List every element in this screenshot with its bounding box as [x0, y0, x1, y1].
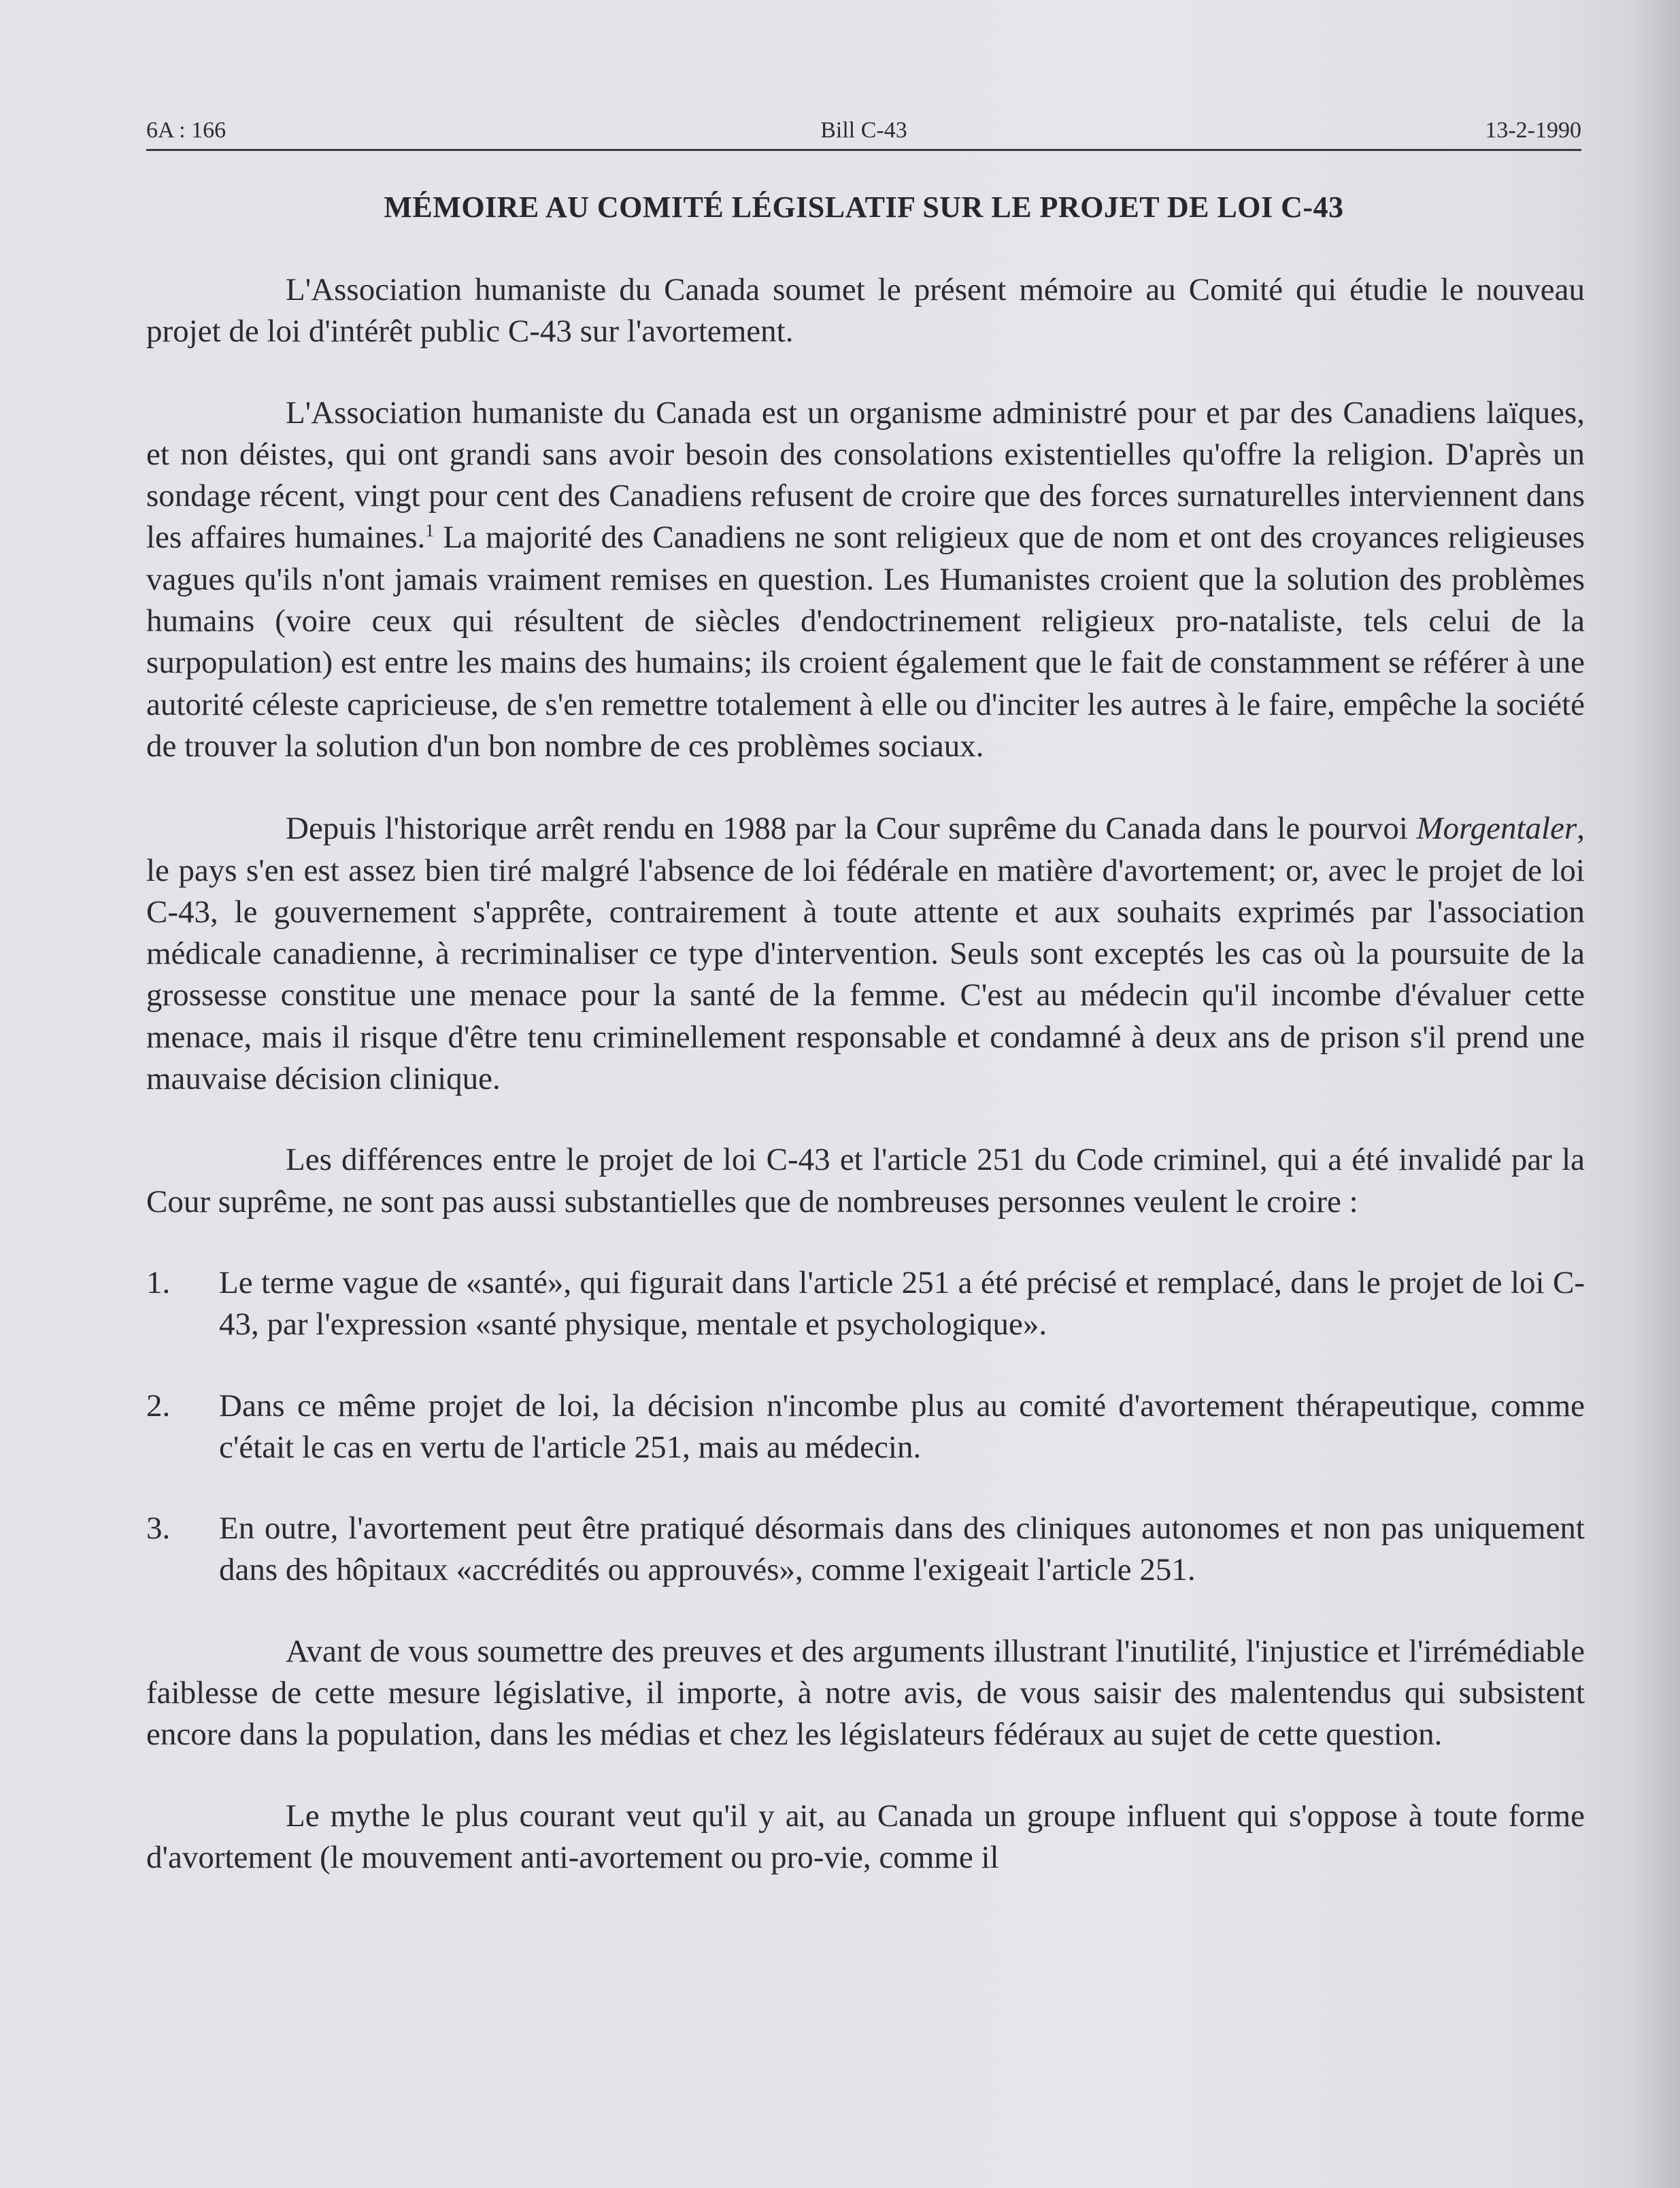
list-item	[146, 1508, 1585, 1592]
list-item-text: Dans ce même projet de loi, la décision n'incombe plus au comité d'avortement thérapeutique, comme c'était le cas en vertu de l'article 251, mais au médecin.	[219, 1387, 1585, 1465]
case-name: Morgentaler	[1416, 811, 1577, 847]
footnote-marker: 1	[425, 520, 435, 541]
paragraph-4: Les différences entre le projet de loi C-43 et l'article 251 du Code criminel, qui a été invalidé par la Cour suprême, ne sont pas aussi substantielles que de nombreuses personnes veulent le croire :	[146, 1142, 1585, 1219]
paragraph-2-text-a: L'Association humaniste du Canada est un organisme administré pour et par des Canadiens laïques, et non déistes, qui ont grandi sans avoir besoin des consolations existentielles qu'offre la religion. D'après un sondage récent, vingt pour cent des Canadiens refusent de croire que des forces surnaturelles interviennent dans les affaires humaines.	[146, 394, 1585, 556]
header-bill: Bill C-43	[820, 118, 907, 143]
document-title: MÉMOIRE AU COMITÉ LÉGISLATIF SUR LE PROJET DE LOI C-43	[384, 190, 1344, 224]
header-rule	[146, 149, 1581, 151]
list-item-number: 1.	[146, 1264, 171, 1300]
list-item-number: 3.	[146, 1511, 171, 1547]
paragraph-5: Avant de vous soumettre des preuves et des arguments illustrant l'inutilité, l'injustice et l'irrémédiable faiblesse de cette mesure législative, il importe, à notre avis, de vous saisir des malentendus qui subsistent encore dans la population, dans les médias et chez les législateurs fédéraux au sujet de cette question.	[146, 1633, 1585, 1753]
paragraph-3-text-b: , le pays s'en est assez bien tiré malgré l'absence de loi fédérale en matière d'avortement; or, avec le projet de loi C-43, le gouvernement s'apprête, contrairement à toute attente et aux souhaits exprimés par l'association médicale canadienne, à recriminaliser ce type d'intervention. Seuls sont exceptés les cas où la poursuite de la grossesse constitue une menace pour la santé de la femme. C'est au médecin qu'il incombe d'évaluer cette menace, mais il risque d'être tenu criminellement responsable et condamné à deux ans de prison s'il prend une mauvaise décision clinique.	[146, 811, 1585, 1097]
list-item-text: Le terme vague de «santé», qui figurait dans l'article 251 a été précisé et remplacé, dans le projet de loi C-43, par l'expression «santé physique, mentale et psychologique».	[219, 1264, 1585, 1343]
list-item-text: En outre, l'avortement peut être pratiqué désormais dans des cliniques autonomes et non pas uniquement dans des hôpitaux «accrédités ou approuvés», comme l'exigeait l'article 251.	[219, 1511, 1585, 1588]
document-body	[146, 269, 1585, 1918]
list-item-number: 2.	[146, 1387, 171, 1424]
differences-list	[146, 1262, 1585, 1592]
page-edge-shadow	[1632, 0, 1680, 2188]
paragraph-3-text-a: Depuis l'historique arrêt rendu en 1988 par la Cour suprême du Canada dans le pourvoi	[286, 811, 1417, 847]
list-item	[146, 1385, 1585, 1469]
header-date: 13-2-1990	[1485, 118, 1581, 143]
paragraph-1: L'Association humaniste du Canada soumet le présent mémoire au Comité qui étudie le nouveau projet de loi d'intérêt public C-43 sur l'avortement.	[146, 272, 1585, 350]
running-header	[146, 117, 1581, 144]
list-item	[146, 1262, 1585, 1346]
paragraph-6: Le mythe le plus courant veut qu'il y ait, au Canada un groupe influent qui s'oppose à toute forme d'avortement (le mouvement anti-avortement ou pro-vie, comme il	[146, 1798, 1585, 1875]
paragraph-3	[146, 808, 1585, 1100]
header-page-ref: 6A : 166	[146, 118, 226, 143]
paragraph-2-text-b: La majorité des Canadiens ne sont religieux que de nom et ont des croyances religieuses vagues qu'ils n'ont jamais vraiment remises en question. Les Humanistes croient que la solution des problèmes humains (voire ceux qui résultent de siècles d'endoctrinement religieux pro-nataliste, tels celui de la surpopulation) est entre les mains des humains; ils croient également que le fait de constamment se référer à une autorité céleste capricieuse, de s'en remettre totalement à elle ou d'inciter les autres à le faire, empêche la société de trouver la solution d'un bon nombre de ces problèmes sociaux.	[146, 520, 1585, 764]
paragraph-2	[146, 392, 1585, 768]
